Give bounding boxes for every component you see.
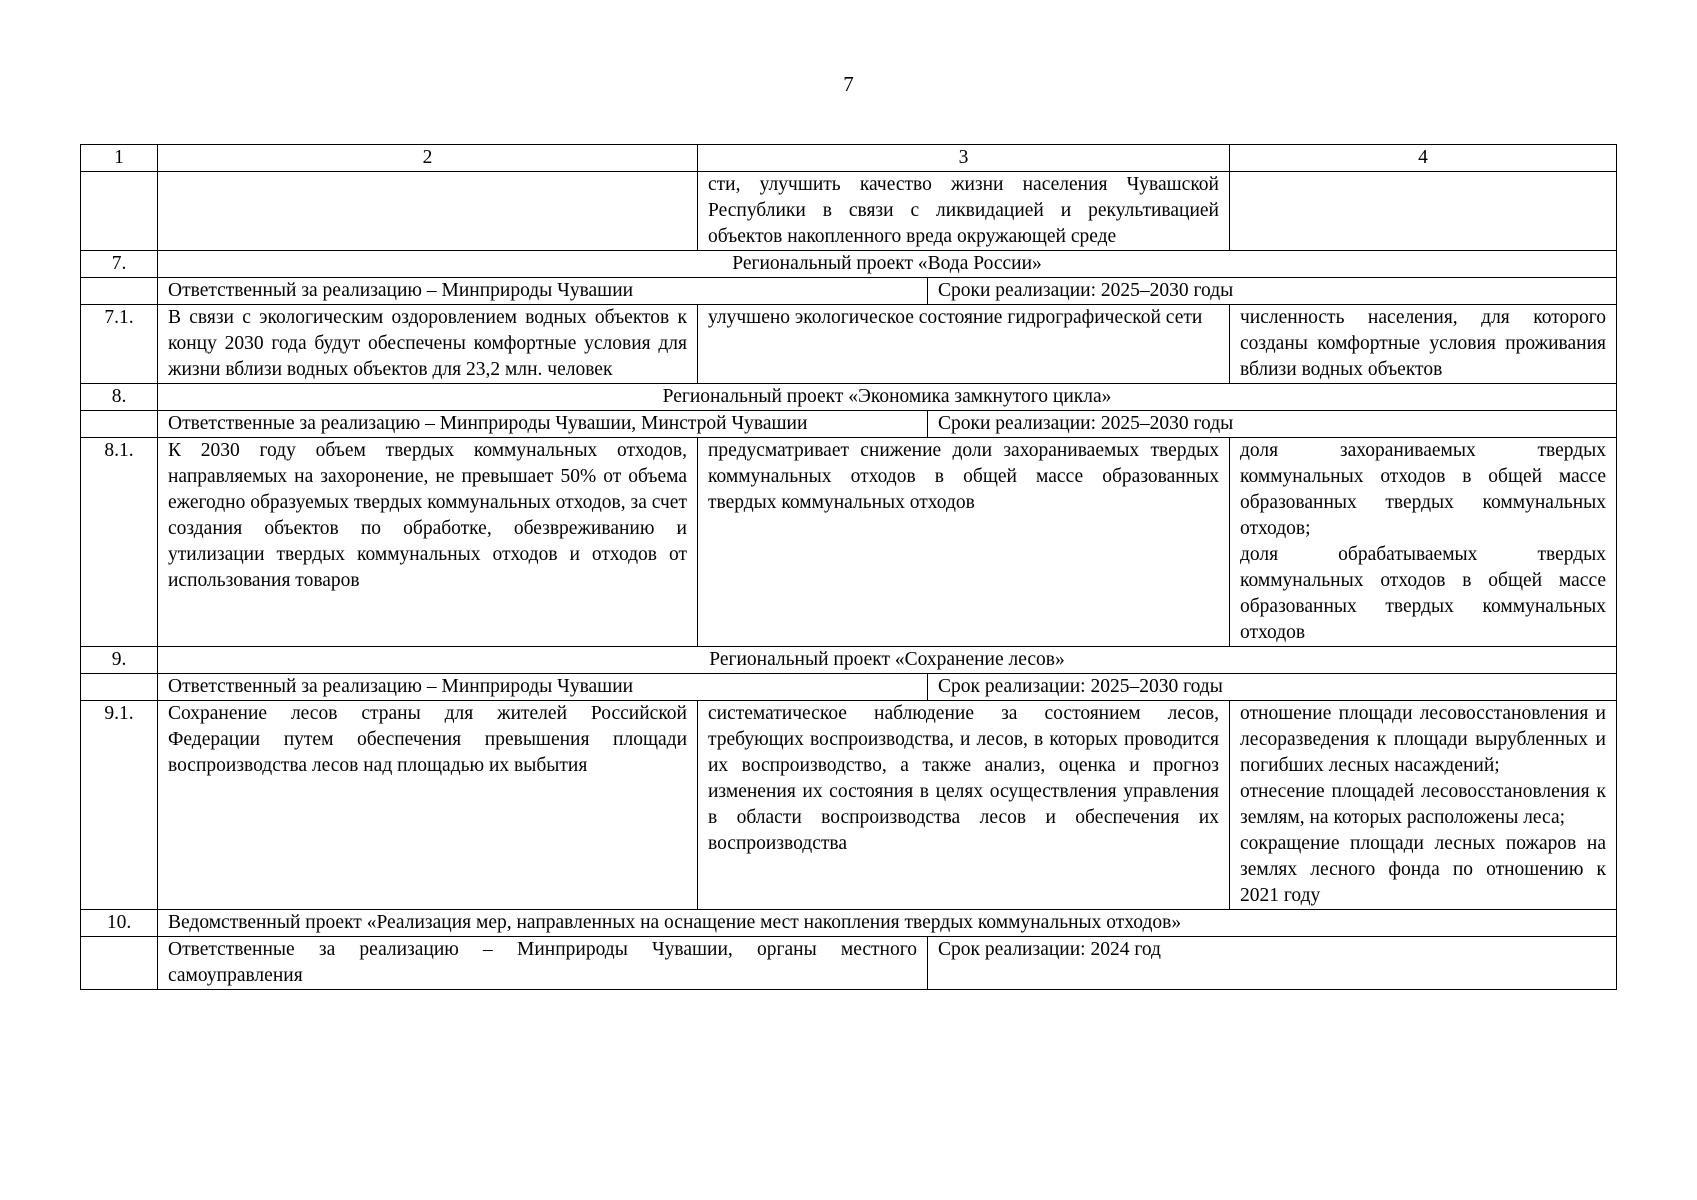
section-number: 9. — [81, 647, 158, 674]
header-col-2: 2 — [158, 145, 698, 172]
item-task: Сохранение лесов страны для жителей Российской Федерации путем обеспечения превышения площади воспроизводства лесов над площадью их выбытия — [158, 701, 698, 910]
responsible-row — [81, 411, 1617, 438]
section-number: 7. — [81, 251, 158, 278]
responsible-text: Ответственные за реализацию – Минприроды Чувашии, органы местного самоуправления — [158, 937, 928, 990]
item-number: 7.1. — [81, 305, 158, 384]
item-description: улучшено экологическое состояние гидрографической сети — [698, 305, 1230, 384]
responsible-row — [81, 278, 1617, 305]
terms-text: Срок реализации: 2025–2030 годы — [928, 674, 1617, 701]
item-row — [81, 438, 1617, 647]
section-row — [81, 647, 1617, 674]
header-col-3: 3 — [698, 145, 1230, 172]
section-row — [81, 910, 1617, 937]
measures-table — [80, 144, 1617, 990]
terms-text: Срок реализации: 2024 год — [928, 937, 1617, 990]
table-header-row — [81, 145, 1617, 172]
page-number: 7 — [843, 72, 854, 96]
section-number: 10. — [81, 910, 158, 937]
item-indicator: численность населения, для которого созданы комфортные условия проживания вблизи водных объектов — [1230, 305, 1617, 384]
item-indicator: отношение площади лесовосстановления и лесоразведения к площади вырубленных и погибших лесных насаждений; отнесение площадей лесовосстановления к землям, на которых расположены леса; сокращение площади лесных пожаров на землях лесного фонда по отношению к 2021 году — [1230, 701, 1617, 910]
item-indicator: доля захораниваемых твердых коммунальных отходов в общей массе образованных твердых коммунальных отходов; доля обрабатываемых твердых коммунальных отходов в общей массе образованных твердых коммунальных отходов — [1230, 438, 1617, 647]
responsible-text: Ответственные за реализацию – Минприроды Чувашии, Минстрой Чувашии — [158, 411, 928, 438]
header-col-1: 1 — [81, 145, 158, 172]
responsible-text: Ответственный за реализацию – Минприроды Чувашии — [158, 278, 928, 305]
section-row — [81, 384, 1617, 411]
item-description: систематическое наблюдение за состоянием лесов, требующих воспроизводства, и лесов, в которых проводится их воспроизводство, а также анализ, оценка и прогноз изменения их состояния в целях осуществления управления в области воспроизводства лесов и обеспечения их воспроизводства — [698, 701, 1230, 910]
item-row — [81, 305, 1617, 384]
terms-text: Сроки реализации: 2025–2030 годы — [928, 278, 1617, 305]
section-title: Ведомственный проект «Реализация мер, направленных на оснащение мест накопления твердых коммунальных отходов» — [158, 910, 1617, 937]
responsible-row — [81, 937, 1617, 990]
terms-text: Сроки реализации: 2025–2030 годы — [928, 411, 1617, 438]
item-number: 9.1. — [81, 701, 158, 910]
continuation-row — [81, 172, 1617, 251]
section-row — [81, 251, 1617, 278]
continuation-col3: сти, улучшить качество жизни населения Чувашской Республики в связи с ликвидацией и рекультивацией объектов накопленного вреда окружающей среде — [698, 172, 1230, 251]
header-col-4: 4 — [1230, 145, 1617, 172]
item-task: К 2030 году объем твердых коммунальных отходов, направляемых на захоронение, не превышает 50% от объема ежегодно образуемых твердых коммунальных отходов, за счет создания объектов по обработке, обезвреживанию и утилизации твердых коммунальных отходов и отходов от использования товаров — [158, 438, 698, 647]
item-task: В связи с экологическим оздоровлением водных объектов к концу 2030 года будут обеспечены комфортные условия для жизни вблизи водных объектов для 23,2 млн. человек — [158, 305, 698, 384]
section-title: Региональный проект «Сохранение лесов» — [158, 647, 1617, 674]
section-title: Региональный проект «Вода России» — [158, 251, 1617, 278]
item-row — [81, 701, 1617, 910]
responsible-text: Ответственный за реализацию – Минприроды Чувашии — [158, 674, 928, 701]
item-description: предусматривает снижение доли захораниваемых твердых коммунальных отходов в общей массе образованных твердых коммунальных отходов — [698, 438, 1230, 647]
section-title: Региональный проект «Экономика замкнутого цикла» — [158, 384, 1617, 411]
responsible-row — [81, 674, 1617, 701]
item-number: 8.1. — [81, 438, 158, 647]
section-number: 8. — [81, 384, 158, 411]
